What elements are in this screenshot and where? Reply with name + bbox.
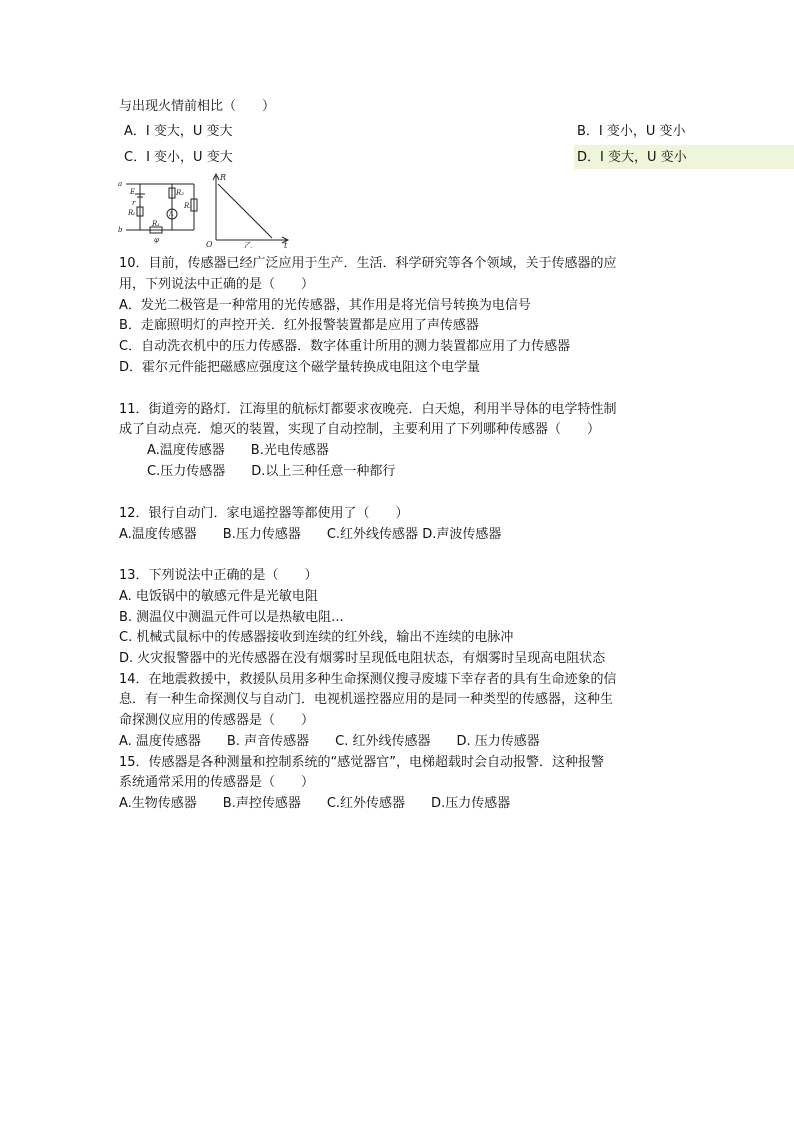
q10-option-c: C．自动洗衣机中的压力传感器．数字体重计所用的测力装置都应用了力传感器 xyxy=(119,339,571,354)
q9-option-b: B．I 变小，U 变小 xyxy=(577,124,686,139)
q11-stem-line1: 11．街道旁的路灯．江海里的航标灯都要求夜晚亮．白天熄，利用半导体的电学特性制 xyxy=(119,402,617,417)
q13-option-a: A. 电饭锅中的敏感元件是光敏电阻 xyxy=(119,589,318,604)
q9-option-c: C．I 变小，U 变大 xyxy=(124,150,233,165)
q9-stem-tail: 与出现火情前相比（ ） xyxy=(119,99,276,114)
label-b: b xyxy=(118,226,123,234)
label-origin: O xyxy=(206,240,213,248)
q14-stem-line2: 息．有一种生命探测仪与自动门．电视机遥控器应用的是同一种类型的传感器，这种生 xyxy=(119,692,614,707)
q9-option-a: A．I 变大，U 变大 xyxy=(124,124,233,139)
q13-option-d: D. 火灾报警器中的光传感器在没有烟雾时呈现低电阻状态，有烟雾时呈现高电阻状态 xyxy=(119,651,606,666)
q9-option-d: D．I 变大，U 变小 xyxy=(577,150,687,165)
q12-options: A.温度传感器 B.压力传感器 C.红外线传感器 D.声波传感器 xyxy=(119,527,502,542)
q15-stem-line2: 系统通常采用的传感器是（ ） xyxy=(119,775,315,790)
q12-stem: 12．银行自动门．家电遥控器等都使用了（ ） xyxy=(119,506,409,521)
label-r: r xyxy=(132,199,136,207)
circuit-diagram xyxy=(116,174,202,246)
label-r-axis: R xyxy=(220,173,227,182)
q13-option-c: C. 机械式鼠标中的传感器接收到连续的红外线，输出不连续的电脉冲 xyxy=(119,630,514,645)
q15-stem-line1: 15．传感器是各种测量和控制系统的“感觉器官”，电梯超载时会自动报警．这种报警 xyxy=(119,755,605,770)
r-t-graph xyxy=(202,170,294,248)
label-ammeter: A xyxy=(169,211,174,218)
q10-stem-line1: 10．目前，传感器已经广泛应用于生产．生活．科学研究等各个领域，关于传感器的应 xyxy=(119,256,617,271)
q11-stem-line2: 成了自动点亮．熄灭的装置，实现了自动控制，主要利用了下列哪种传感器（ ） xyxy=(119,422,601,437)
q15-options: A.生物传感器 B.声控传感器 C.红外传感器 D.压力传感器 xyxy=(119,796,511,811)
label-rt: Rₜ xyxy=(128,209,135,217)
q11-options-row1: A.温度传感器 B.光电传感器 xyxy=(147,443,329,458)
q14-options: A. 温度传感器 B. 声音传感器 C. 红外线传感器 D. 压力传感器 xyxy=(119,734,540,749)
q10-option-a: A．发光二极管是一种常用的光传感器，其作用是将光信号转换为电信号 xyxy=(119,298,531,313)
label-a: a xyxy=(118,180,123,188)
label-e: E xyxy=(130,188,136,196)
label-r3: R₃ xyxy=(184,202,193,210)
q14-stem-line1: 14．在地震救援中，救援队员用多种生命探测仪搜寻废墟下幸存者的具有生命迹象的信 xyxy=(119,672,617,687)
label-t-axis: t xyxy=(284,241,288,248)
q13-option-b: B. 测温仪中测温元件可以是热敏电阻... xyxy=(119,610,344,625)
label-r2: R₂ xyxy=(176,189,185,197)
q14-stem-line3: 命探测仪应用的传感器是（ ） xyxy=(119,713,315,728)
q10-option-b: B．走廊照明灯的声控开关．红外报警装置都是应用了声传感器 xyxy=(119,318,479,333)
label-figure-yi: 乙 xyxy=(244,241,252,248)
q11-options-row2: C.压力传感器 D.以上三种任意一种都行 xyxy=(147,464,396,479)
label-r1: R₁ xyxy=(152,220,161,228)
q13-stem: 13．下列说法中正确的是（ ） xyxy=(119,568,318,583)
q10-option-d: D．霍尔元件能把磁感应强度这个磁学量转换成电阻这个电学量 xyxy=(119,360,481,375)
label-phi: φ xyxy=(154,236,159,244)
q10-stem-line2: 用，下列说法中正确的是（ ） xyxy=(119,277,315,292)
